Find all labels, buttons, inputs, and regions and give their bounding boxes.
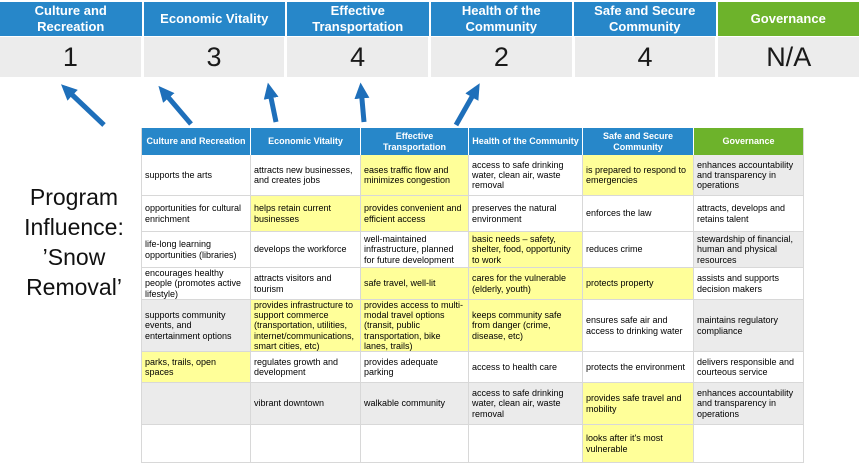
matrix-cell — [142, 383, 251, 425]
matrix-cell: develops the workforce — [251, 232, 361, 268]
matrix-cell: encourages healthy people (promotes active lifestyle) — [142, 268, 251, 300]
matrix-cell: supports community events, and entertainment options — [142, 300, 251, 352]
matrix-header-0: Culture and Recreation — [142, 128, 251, 155]
matrix-cell: protects property — [583, 268, 694, 300]
matrix-row-1 — [142, 155, 804, 196]
matrix-cell: provides convenient and efficient access — [361, 196, 469, 232]
matrix-header-row — [142, 128, 804, 155]
matrix-cell — [469, 425, 583, 463]
matrix-cell: helps retain current businesses — [251, 196, 361, 232]
matrix-cell: keeps community safe from danger (crime, disease, etc) — [469, 300, 583, 352]
matrix-cell: life-long learning opportunities (libraries) — [142, 232, 251, 268]
matrix-cell: provides safe travel and mobility — [583, 383, 694, 425]
up-arrow-icon — [456, 88, 477, 125]
matrix-cell: enforces the law — [583, 196, 694, 232]
matrix-row-4 — [142, 268, 804, 300]
score-governance: N/A — [718, 37, 859, 77]
matrix-header-1: Economic Vitality — [251, 128, 361, 155]
score-culture-recreation: 1 — [0, 37, 141, 77]
matrix-cell — [694, 425, 804, 463]
matrix-cell: access to health care — [469, 352, 583, 383]
influence-matrix — [141, 128, 804, 463]
matrix-row-2 — [142, 196, 804, 232]
matrix-cell: provides infrastructure to support commerce (transportation, utilities, internet/communications, smart cities, etc) — [251, 300, 361, 352]
matrix-cell: parks, trails, open spaces — [142, 352, 251, 383]
priority-effective-transportation: Effective Transportation — [287, 2, 429, 36]
matrix-header-4: Safe and Secure Community — [583, 128, 694, 155]
score-economic-vitality: 3 — [144, 37, 285, 77]
matrix-cell: provides access to multi-modal travel options (transit, public transportation, bike lanes, trails) — [361, 300, 469, 352]
matrix-cell: attracts visitors and tourism — [251, 268, 361, 300]
matrix-cell: opportunities for cultural enrichment — [142, 196, 251, 232]
matrix-cell: supports the arts — [142, 155, 251, 196]
matrix-row-7 — [142, 383, 804, 425]
priority-economic-vitality: Economic Vitality — [144, 2, 286, 36]
priority-governance: Governance — [718, 2, 859, 36]
matrix-cell: access to safe drinking water, clean air, waste removal — [469, 155, 583, 196]
matrix-cell: attracts new businesses, and creates jobs — [251, 155, 361, 196]
up-arrow-icon — [65, 88, 104, 125]
matrix-cell: basic needs – safety, shelter, food, opportunity to work — [469, 232, 583, 268]
matrix-cell: regulates growth and development — [251, 352, 361, 383]
priority-safe-secure-community: Safe and Secure Community — [574, 2, 716, 36]
influence-arrows — [0, 78, 520, 130]
matrix-cell: preserves the natural environment — [469, 196, 583, 232]
priority-culture-recreation: Culture and Recreation — [0, 2, 142, 36]
priority-band — [0, 2, 859, 36]
matrix-cell: cares for the vulnerable (elderly, youth) — [469, 268, 583, 300]
matrix-cell: provides adequate parking — [361, 352, 469, 383]
matrix-cell: eases traffic flow and minimizes congestion — [361, 155, 469, 196]
up-arrow-icon — [162, 90, 191, 124]
matrix-cell: attracts, develops and retains talent — [694, 196, 804, 232]
matrix-header-5: Governance — [694, 128, 804, 155]
priority-health-community: Health of the Community — [431, 2, 573, 36]
matrix-cell: is prepared to respond to emergencies — [583, 155, 694, 196]
matrix-row-8 — [142, 425, 804, 463]
matrix-cell — [142, 425, 251, 463]
score-health-community: 2 — [431, 37, 572, 77]
matrix-cell: vibrant downtown — [251, 383, 361, 425]
matrix-body — [142, 155, 804, 463]
matrix-cell: safe travel, well-lit — [361, 268, 469, 300]
score-band — [0, 37, 859, 77]
matrix-cell: delivers responsible and courteous service — [694, 352, 804, 383]
matrix-cell — [251, 425, 361, 463]
matrix-cell: looks after it's most vulnerable — [583, 425, 694, 463]
score-safe-secure-community: 4 — [575, 37, 716, 77]
matrix-cell: walkable community — [361, 383, 469, 425]
matrix-cell — [361, 425, 469, 463]
matrix-header-3: Health of the Community — [469, 128, 583, 155]
program-influence-label: Program Influence: ’Snow Removal’ — [24, 184, 124, 300]
matrix-row-5 — [142, 300, 804, 352]
matrix-cell: protects the environment — [583, 352, 694, 383]
matrix-header-2: Effective Transportation — [361, 128, 469, 155]
matrix-cell: well-maintained infrastructure, planned for future development — [361, 232, 469, 268]
matrix-cell: enhances accountability and transparency in operations — [694, 383, 804, 425]
matrix-row-3 — [142, 232, 804, 268]
matrix-cell: stewardship of financial, human and physical resources — [694, 232, 804, 268]
score-effective-transportation: 4 — [287, 37, 428, 77]
matrix-cell: maintains regulatory compliance — [694, 300, 804, 352]
up-arrow-icon — [361, 88, 364, 122]
matrix-cell: enhances accountability and transparency in operations — [694, 155, 804, 196]
matrix-cell: ensures safe air and access to drinking water — [583, 300, 694, 352]
matrix-row-6 — [142, 352, 804, 383]
matrix-cell: assists and supports decision makers — [694, 268, 804, 300]
matrix-cell: reduces crime — [583, 232, 694, 268]
matrix-cell: access to safe drinking water, clean air, waste removal — [469, 383, 583, 425]
up-arrow-icon — [269, 88, 276, 122]
